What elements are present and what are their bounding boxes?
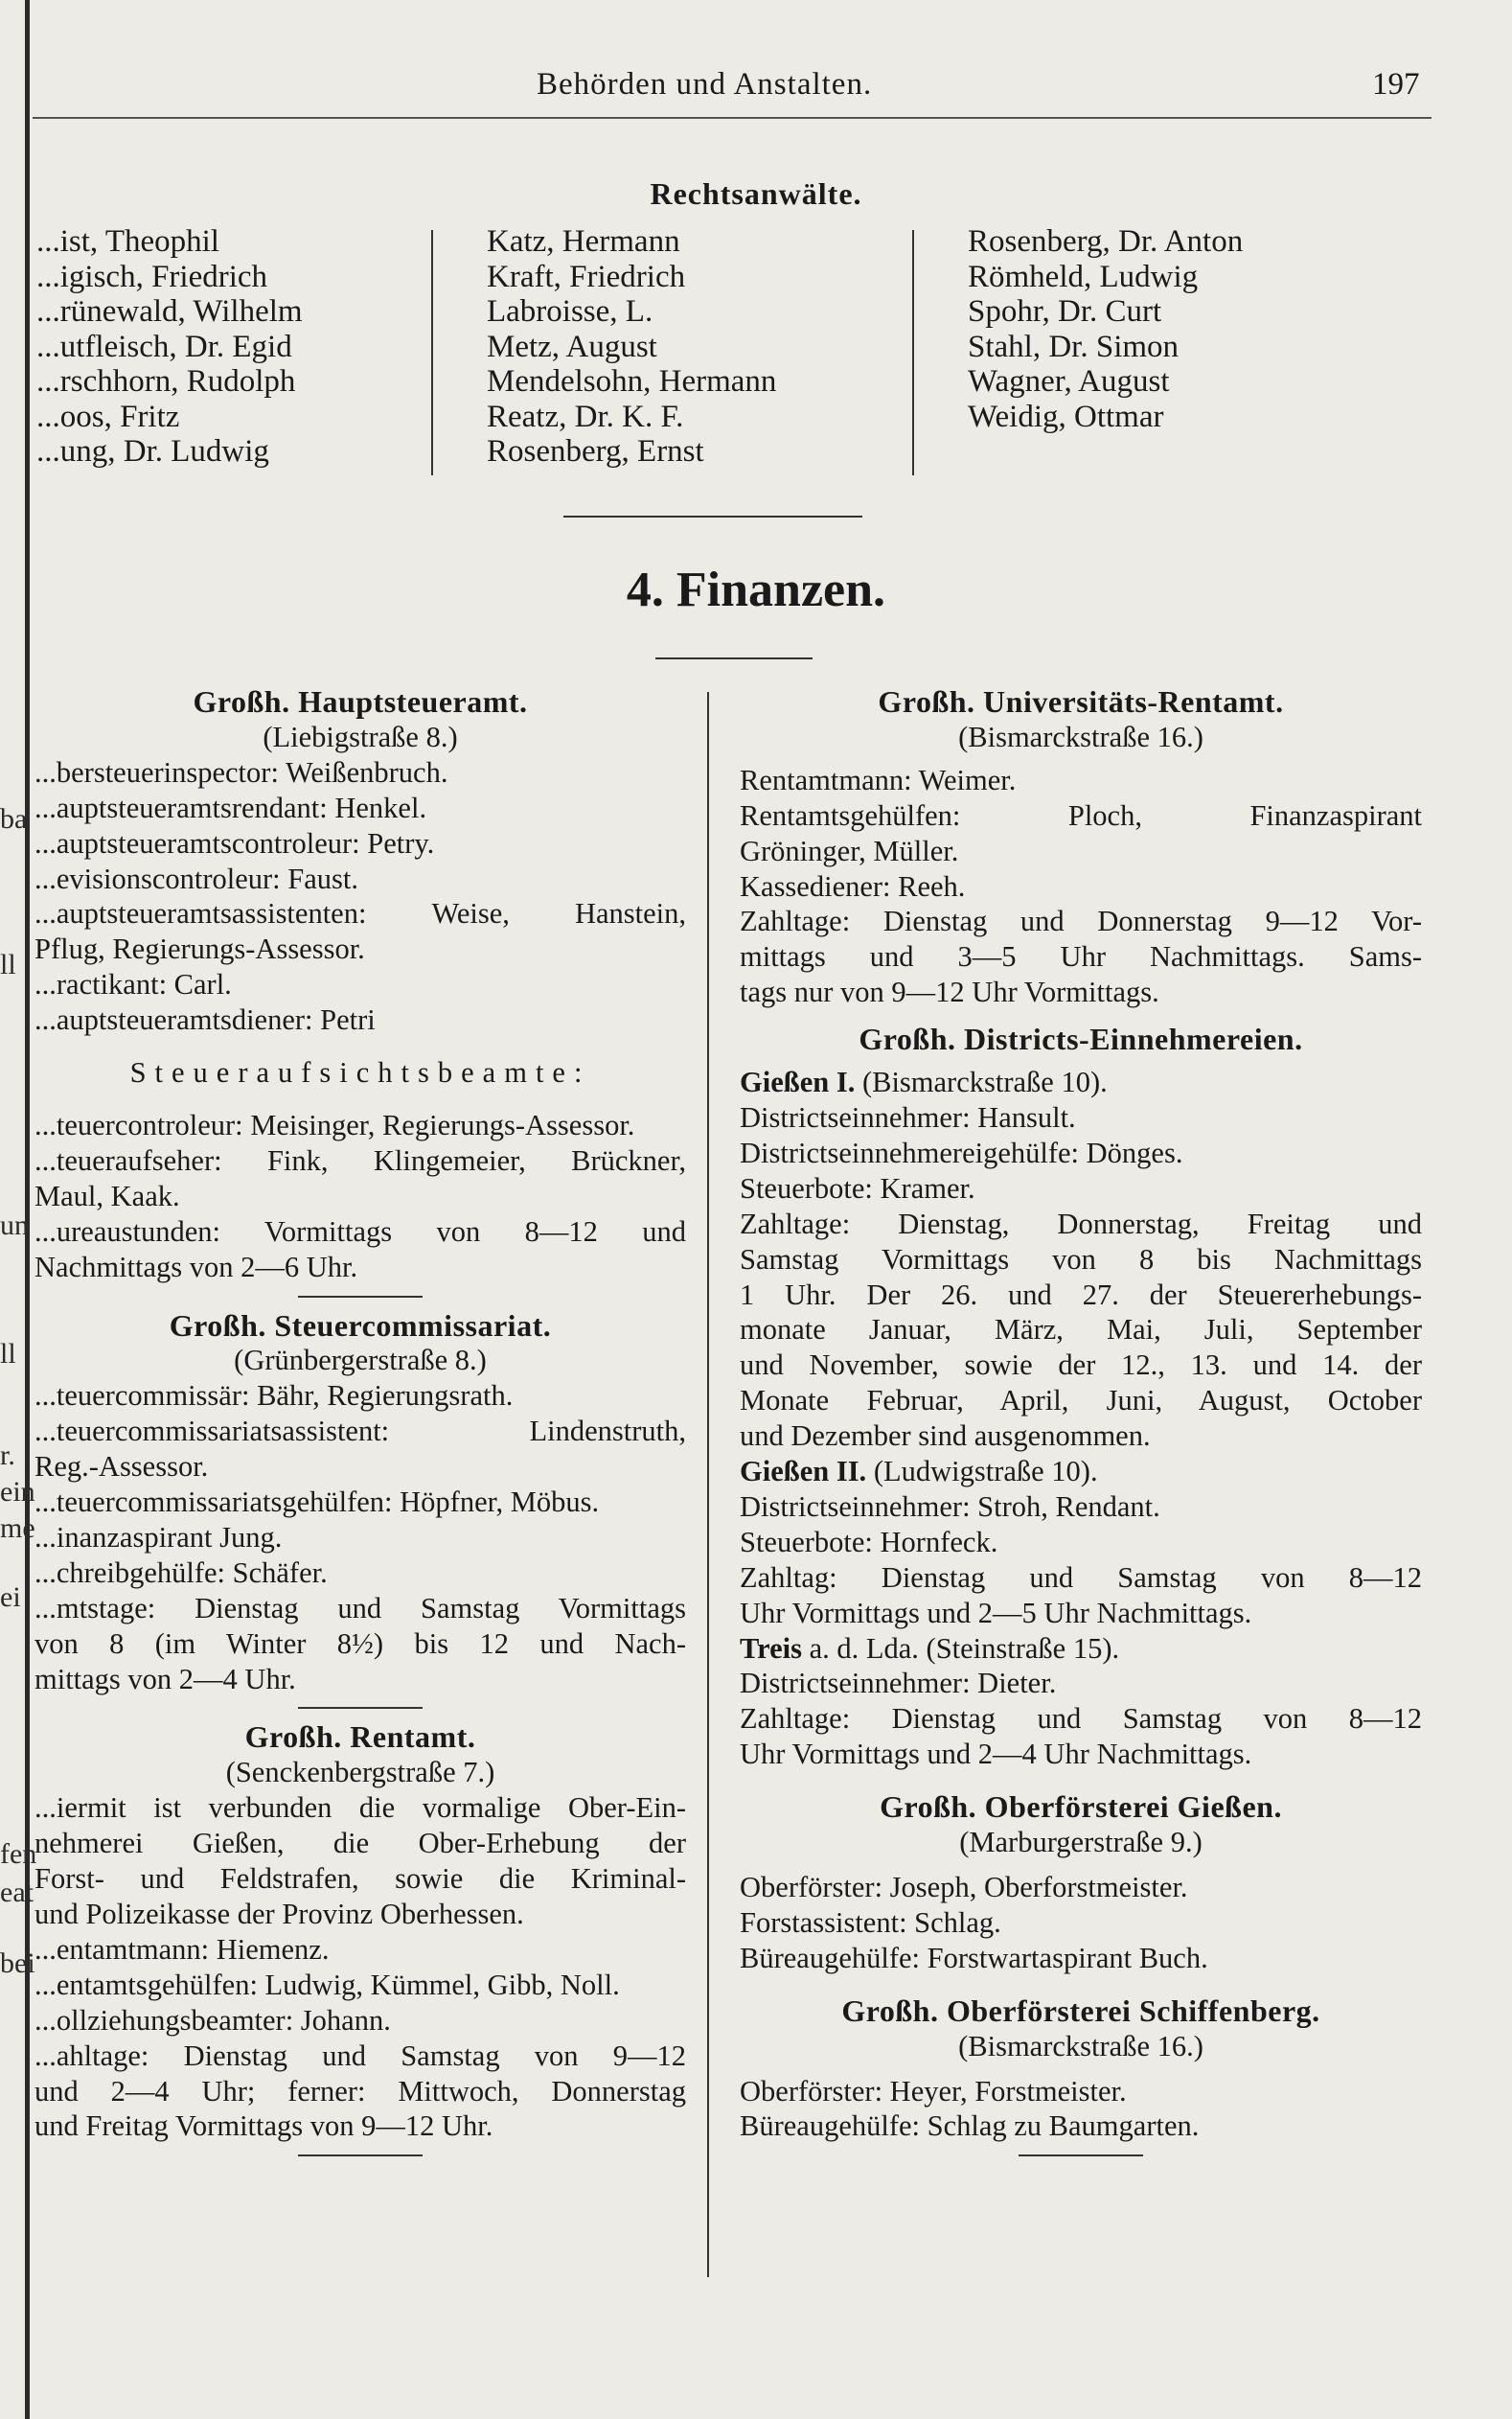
office-address: (Liebigstraße 8.) [263,720,458,753]
staff-line: und Freitag Vormittags von 9—12 Uhr. [34,2109,493,2143]
staff-line: Zahltage: Dienstag und Samstag von 8—12 [740,1702,1422,1736]
lawyer-entry: Römheld, Ludwig [968,259,1199,294]
lawyer-entry: Stahl, Dr. Simon [968,329,1180,364]
office-heading: Großh. Districts-Einnehmereien. [859,1022,1303,1057]
spacer [740,1057,1422,1065]
staff-line: ...entamtsgehülfen: Ludwig, Kümmel, Gibb, Noll. [34,1968,620,2001]
staff-line [34,896,686,932]
spacer [740,1010,1422,1022]
staff-line: ...chreibgehülfe: Schäfer. [34,1555,328,1589]
staff-line: Monate Februar, April, Juni, August, October [740,1384,1422,1417]
staff-line: ...bersteuerinspector: Weißenbruch. [34,755,448,789]
office-heading: Großh. Universitäts-Rentamt. [878,684,1284,719]
staff-line: ...auptsteueramtsrendant: Henkel. [34,791,427,824]
lawyers-column-divider [431,230,433,475]
staff-line: Rentamtsgehülfen: Ploch, Finanzaspirant [740,798,1422,832]
district-name: Gießen I. [740,1066,856,1099]
subsection-heading: Steueraufsichtsbeamte: [129,1056,591,1090]
margin-fragment: bei [0,1947,35,1979]
district-heading [740,1631,1422,1667]
staff-line: und Polizeikasse der Provinz Oberhessen. [34,1898,524,1930]
staff-line: monate Januar, März, Mai, Juli, September [740,1313,1422,1347]
district-heading [740,1065,1422,1100]
lawyer-entry: Spohr, Dr. Curt [968,294,1162,329]
staff-line: Kassediener: Reeh. [740,869,966,903]
left-column [34,684,686,2167]
lawyers-column-3 [968,224,1243,434]
staff-line: ...ractikant: Carl. [34,968,232,1002]
staff-line: Büreaugehülfe: Schlag zu Baumgarten. [740,2109,1200,2143]
spacer [740,1976,1422,1993]
running-head [0,67,1512,115]
lawyer-entry: Rosenberg, Ernst [487,434,704,469]
section-rule-bottom [655,657,813,659]
staff-line: ...entamtmann: Hiemenz. [34,1932,330,1966]
margin-fragment: un [0,1210,29,1241]
staff-line: ...inanzaspirant Jung. [34,1520,283,1554]
district-name: Treis [740,1631,802,1665]
office-heading: Großh. Hauptsteueramt. [193,684,528,719]
staff-line: tags nur von 9—12 Uhr Vormittags. [740,976,1159,1009]
margin-fragment: ba [0,803,28,835]
staff-line: ...teueraufseher: Fink, Klingemeier, Brückner, [34,1143,686,1177]
margin-fragment: ei [0,1581,21,1613]
staff-line: ...teuercontroleur: Meisinger, Regierungs-Assessor. [34,1108,635,1141]
margin-fragment: ein [0,1476,35,1508]
spacer [34,1038,686,1055]
staff-line: Districtseinnehmer: Stroh, Rendant. [740,1489,1160,1523]
staff-line: mittags von 2—4 Uhr. [34,1662,296,1695]
spacer [34,1091,686,1108]
district-heading [740,1454,1422,1489]
running-title: Behörden und Anstalten. [537,67,873,102]
staff-line: ...teuercommissariatsgehülfen: Höpfner, Möbus. [34,1486,600,1519]
page-number: 197 [1372,67,1420,102]
staff-line: ...ollziehungsbeamter: Johann. [34,2003,391,2037]
lawyers-column-2 [487,224,776,470]
lawyer-entry: ...rünewald, Wilhelm [36,294,303,329]
divider-rule [740,2144,1422,2167]
staff-line: Zahltag: Dienstag und Samstag von 8—12 [740,1560,1422,1594]
office-address: (Bismarckstraße 16.) [958,720,1203,753]
staff-line: ...teuercommissariatsassistent: Lindenstruth, [34,1415,686,1448]
staff-line: und November, sowie der 12., 13. und 14. der [740,1348,1422,1382]
district-name: Gießen II. [740,1455,867,1488]
district-address: a. d. Lda. (Steinstraße 15). [809,1631,1120,1665]
staff-line: Forstassistent: Schlag. [740,1905,1001,1939]
staff-line: Uhr Vormittags und 2—5 Uhr Nachmittags. [740,1596,1252,1629]
staff-line: ...auptsteueramtsdiener: Petri [34,1003,376,1037]
staff-line: und Dezember sind ausgenommen. [740,1419,1151,1453]
lawyer-entry: Weidig, Ottmar [968,399,1164,434]
divider-rule [34,2144,686,2167]
district-address: (Bismarckstraße 10). [861,1066,1108,1099]
office-heading: Großh. Rentamt. [244,1719,476,1755]
spacer [740,755,1422,763]
margin-fragment: r. [0,1440,15,1471]
staff-line: ...ahltage: Dienstag und Samstag von 9—12 [34,2039,686,2072]
staff-line: Uhr Vormittags und 2—4 Uhr Nachmittags. [740,1738,1252,1771]
staff-line: mittags und 3—5 Uhr Nachmittags. Sams- [740,940,1422,974]
staff-line: Rentamtmann: Weimer. [740,763,1017,796]
main-column-divider [707,692,709,2277]
lawyers-column-divider [912,230,914,475]
staff-line: Steuerbote: Kramer. [740,1171,975,1205]
staff-line: nehmerei Gießen, die Ober-Erhebung der [34,1827,686,1860]
staff-line: Districtseinnehmer: Hansult. [740,1100,1076,1134]
spacer [740,1772,1422,1789]
district-address: (Ludwigstraße 10). [873,1455,1098,1488]
staff-line: Samstag Vormittags von 8 bis Nachmittags [740,1242,1422,1276]
staff-line: ...evisionscontroleur: Faust. [34,862,359,895]
lawyer-entry: ...utfleisch, Dr. Egid [36,329,292,364]
lawyers-heading: Rechtsanwälte. [650,176,862,211]
lawyer-entry: Katz, Hermann [487,224,680,259]
staff-line: Districtseinnehmer: Dieter. [740,1667,1057,1700]
staff-line: Büreaugehülfe: Forstwartaspirant Buch. [740,1941,1208,1974]
staff-line: Reg.-Assessor. [34,1450,209,1484]
staff-line: von 8 (im Winter 8½) bis 12 und Nach- [34,1626,686,1660]
office-heading: Großh. Steuercommissariat. [169,1307,552,1343]
staff-line: Forst- und Feldstrafen, sowie die Kriminal- [34,1862,686,1896]
margin-fragment: eat [0,1877,34,1908]
lawyer-entry: ...rschhorn, Rudolph [36,364,296,399]
staff-line: Zahltage: Dienstag und Donnerstag 9—12 Vor- [740,905,1422,938]
office-heading: Großh. Oberförsterei Schiffenberg. [841,1993,1320,2028]
office-heading: Großh. Oberförsterei Gießen. [880,1789,1282,1825]
header-rule [33,117,1432,119]
right-column [740,684,1422,2167]
staff-line: Oberförster: Joseph, Oberforstmeister. [740,1871,1188,1903]
staff-line: und 2—4 Uhr; ferner: Mittwoch, Donnerstag [34,2074,686,2108]
lawyer-entry: Labroisse, L. [487,294,653,329]
margin-fragment: ll [0,949,16,980]
lawyer-entry: ...ung, Dr. Ludwig [36,434,269,469]
margin-fragment: me [0,1512,35,1544]
lawyers-column-1 [36,224,303,470]
staff-line: Nachmittags von 2—6 Uhr. [34,1250,358,1283]
office-address: (Grünbergerstraße 8.) [234,1344,487,1377]
spacer [740,2064,1422,2074]
lawyer-entry: Rosenberg, Dr. Anton [968,224,1244,259]
lawyer-entry: ...igisch, Friedrich [36,259,268,294]
staff-line-part: Hanstein, [574,897,686,931]
lawyer-entry: Wagner, August [968,364,1170,399]
staff-line: 1 Uhr. Der 26. und 27. der Steuererhebungs- [740,1278,1422,1311]
divider-rule [34,1285,686,1308]
divider-rule [34,1696,686,1719]
staff-line-part: Weise, [431,897,510,931]
staff-line: Zahltage: Dienstag, Donnerstag, Freitag und [740,1207,1422,1240]
spacer [740,1860,1422,1870]
staff-line: ...teuercommissär: Bähr, Regierungsrath. [34,1379,514,1413]
margin-fragment: ll [0,1338,16,1370]
staff-line: ...ureaustunden: Vormittags von 8—12 und [34,1214,686,1248]
staff-line: ...mtstage: Dienstag und Samstag Vormittags [34,1591,686,1624]
lawyer-entry: Kraft, Friedrich [487,259,686,294]
office-address: (Marburgerstraße 9.) [959,1826,1203,1859]
staff-line: Steuerbote: Hornfeck. [740,1525,998,1558]
staff-line: Gröninger, Müller. [740,834,959,867]
lawyer-entry: Metz, August [487,329,657,364]
lawyer-entry: ...ist, Theophil [36,224,219,259]
office-address: (Senckenbergstraße 7.) [225,1756,495,1789]
staff-line: Maul, Kaak. [34,1179,180,1212]
staff-line: Oberförster: Heyer, Forstmeister. [740,2074,1127,2108]
staff-line: ...iermit ist verbunden die vormalige Ober-Ein- [34,1791,686,1825]
margin-fragment: fen [0,1838,37,1870]
office-address: (Bismarckstraße 16.) [958,2029,1203,2062]
staff-line-part: ...auptsteueramtsassistenten: [34,897,367,931]
section-rule-top [563,516,862,518]
section-title: 4. Finanzen. [626,563,886,617]
lawyer-entry: Mendelsohn, Hermann [487,364,777,399]
lawyer-entry: Reatz, Dr. K. F. [487,399,684,434]
lawyer-entry: ...oos, Fritz [36,399,180,434]
staff-line: Districtseinnehmereigehülfe: Dönges. [740,1136,1183,1169]
staff-line: ...auptsteueramtscontroleur: Petry. [34,826,435,860]
staff-line: Pflug, Regierungs-Assessor. [34,933,365,966]
